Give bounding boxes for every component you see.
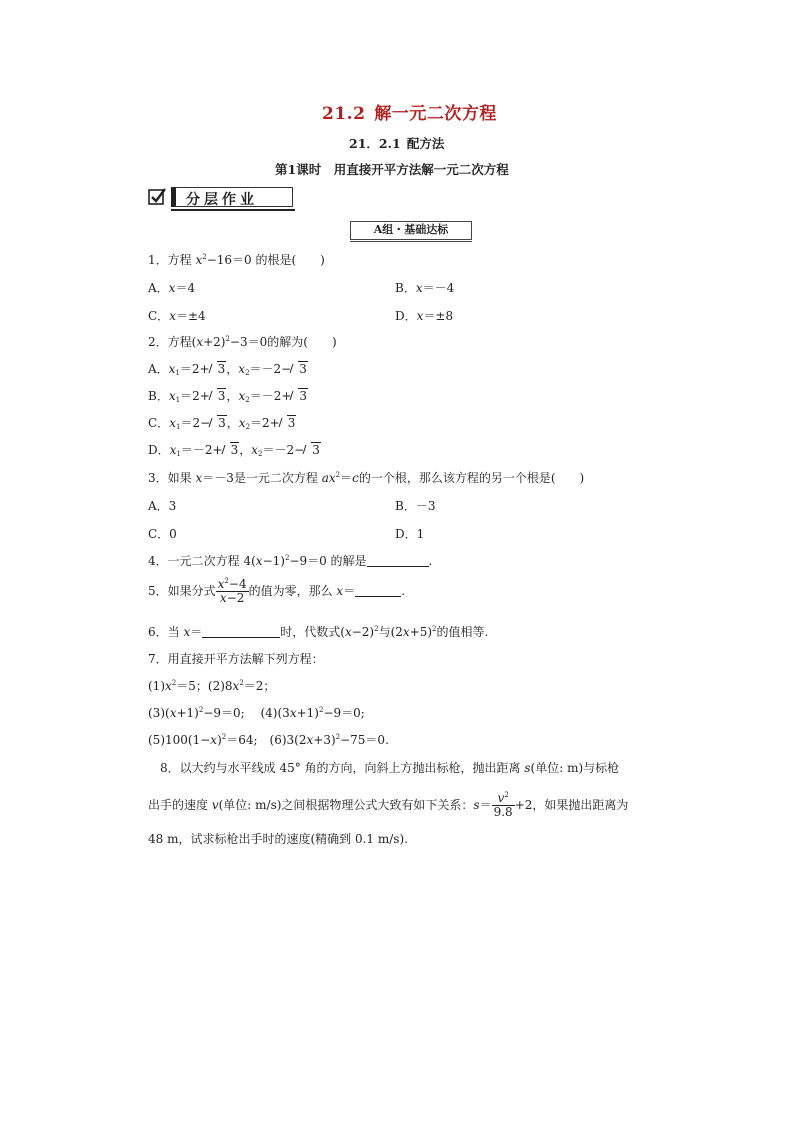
- lesson-title: 第1课时 用直接开平方法解一元二次方程: [275, 162, 509, 177]
- q1-option-b: B．x＝－4: [395, 281, 455, 295]
- q2-option-a: A．$x_1=2+ 3$，$x_2=-2- 3$: [148, 362, 307, 377]
- q3-option-a: A．3: [148, 499, 177, 513]
- section-title: 21.2 解一元二次方程: [322, 104, 497, 124]
- q2-option-c: C．$x_1=2- 3$，$x_2=2+ 3$: [148, 416, 296, 431]
- q7-line-3: $(5)100(1-x)^2=64$; $(6)3(2x+3)^2-75=0$.: [148, 733, 389, 747]
- q2-option-b: B．$x_1=2+ 3$，$x_2=-2+ 3$: [148, 389, 308, 404]
- q3-option-b: B．－3: [395, 499, 436, 513]
- section-banner: [171, 187, 293, 207]
- q3-option-d: D．1: [395, 527, 425, 541]
- question-8-line-1: 8．以大约与水平线成 45° 角的方向，向斜上方抛出标枪，抛出距离 s(单位: m)与标枪: [160, 761, 620, 775]
- question-8-line-2: 出手的速度 v(单位: m/s)之间根据物理公式大致有如下关系：s＝ $\frac{v^2}{9.8}$ +2，如果抛出距离为: [148, 791, 629, 819]
- question-8-line-3: 48 m，试求标枪出手时的速度(精确到 0.1 m/s).: [148, 832, 408, 846]
- q1-option-a: A．x＝4: [148, 281, 196, 295]
- banner-underline: [171, 209, 295, 211]
- question-7: 7．用直接开平方法解下列方程：: [148, 652, 324, 666]
- subsection-title: 21．2.1 配方法: [349, 136, 445, 151]
- checkbox-checked-icon: [148, 188, 166, 206]
- q1-option-c: C．x＝±4: [148, 309, 206, 323]
- q2-option-d: D．$x_1=-2+ 3$，$x_2=-2- 3$: [148, 443, 320, 458]
- q3-option-c: C．0: [148, 527, 177, 541]
- fraction: $\frac{v^2}{9.8}$: [493, 791, 513, 819]
- answer-blank[interactable]: [202, 625, 280, 638]
- q7-line-2: $(3)(x+1)^2-9=0$; $(4)(3x+1)^2-9=0$;: [148, 706, 365, 720]
- banner-label: 分层作业: [186, 192, 258, 208]
- answer-blank[interactable]: [367, 554, 429, 567]
- question-4: 4．一元二次方程 $4(x-1)^2-9=0$ 的解是 .: [148, 554, 433, 568]
- q1-option-d: D．x＝±8: [395, 309, 454, 323]
- question-3: 3．如果 x＝－3是一元二次方程 $ax^2=c$的一个根，那么该方程的另一个根是( ): [148, 471, 585, 485]
- fraction: $\frac{x^2-4}{x-2}$: [217, 577, 247, 605]
- group-tag: A组・基础达标: [350, 221, 472, 240]
- question-2: 2．方程$(x+2)^2-3=0$的解为( ): [148, 335, 337, 349]
- question-5: 5．如果分式 $\frac{x^2-4}{x-2}$ 的值为零，那么 x＝ .: [148, 577, 406, 605]
- question-1: 1．方程 $x^2-16=0$ 的根是( ): [148, 253, 325, 267]
- q7-line-1: $(1)x^2=5$；$(2)8x^2=2$；: [148, 679, 276, 693]
- answer-blank[interactable]: [355, 584, 401, 597]
- question-6: 6．当 x＝ 时，代数式$(x-2)^2$与$(2x+5)^2$的值相等.: [148, 625, 489, 639]
